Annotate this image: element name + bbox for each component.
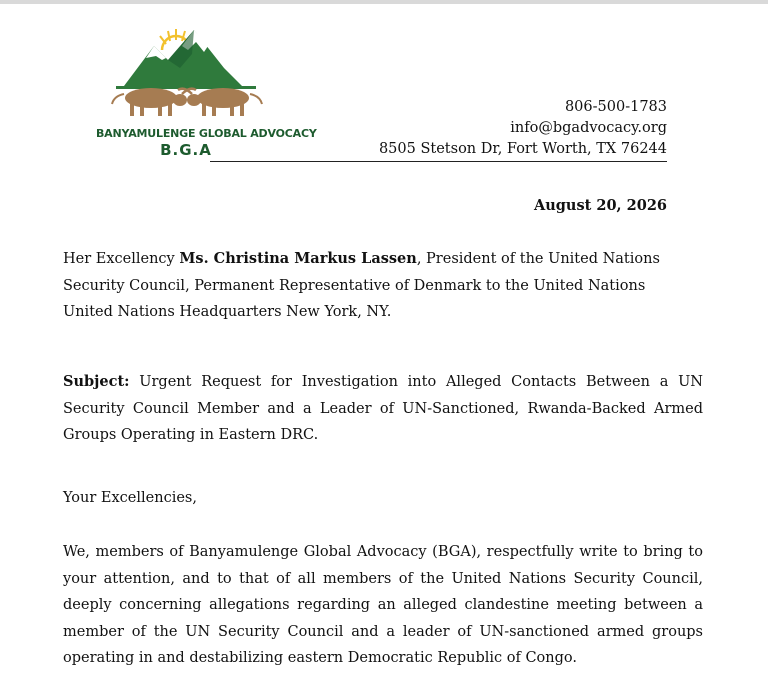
recipient-line-1 [63,246,703,273]
subject-line-2: Security Council Member and a Leader of UN-Sanctioned, Rwanda-Backed Armed [63,400,703,417]
body-line: We, members of Banyamulenge Global Advocacy (BGA), respectfully write to bring to [63,544,703,560]
body-line: member of the UN Security Council and a leader of UN-sanctioned armed groups [63,623,703,640]
letter-date: August 20, 2026 [533,197,667,214]
recipient-name: Ms. Christina Markus Lassen [179,250,417,267]
recipient-block [63,246,703,326]
cattle-icon [112,88,196,116]
salutation-text: Your Excellencies, [63,490,197,506]
org-name: BANYAMULENGE GLOBAL ADVOCACY [96,127,317,140]
subject-line-3: Groups Operating in Eastern DRC. [63,427,319,443]
body-line: your attention, and to that of all members of the United Nations Security Council, [63,570,703,587]
top-border [0,0,768,4]
body-line: deeply concerning allegations regarding an alleged clandestine meeting between a [63,597,703,613]
subject-block [63,369,703,449]
org-abbreviation: B.G.A [160,141,212,159]
contact-block [379,97,667,160]
subject-label: Subject: [63,373,130,390]
subject-text: Urgent Request for Investigation into Alleged Contacts Between a UN [129,374,703,390]
email-address: info@bgadvocacy.org [510,120,667,136]
mountain-logo [96,24,276,129]
salutation [63,485,703,512]
street-address: 8505 Stetson Dr, Fort Worth, TX 76244 [378,141,667,157]
body-paragraph [63,539,703,672]
recipient-line-2: Security Council, Permanent Representative of Denmark to the United Nations [63,277,646,294]
phone-number: 806-500-1783 [564,99,667,115]
recipient-prefix: Her Excellency [63,251,180,267]
header-divider [210,161,667,162]
body-line: operating in and destabilizing eastern Democratic Republic of Congo. [63,650,577,666]
recipient-title: , President of the United Nations [416,251,660,267]
subject-line-1 [63,369,703,396]
recipient-line-3: United Nations Headquarters New York, NY. [63,304,392,320]
